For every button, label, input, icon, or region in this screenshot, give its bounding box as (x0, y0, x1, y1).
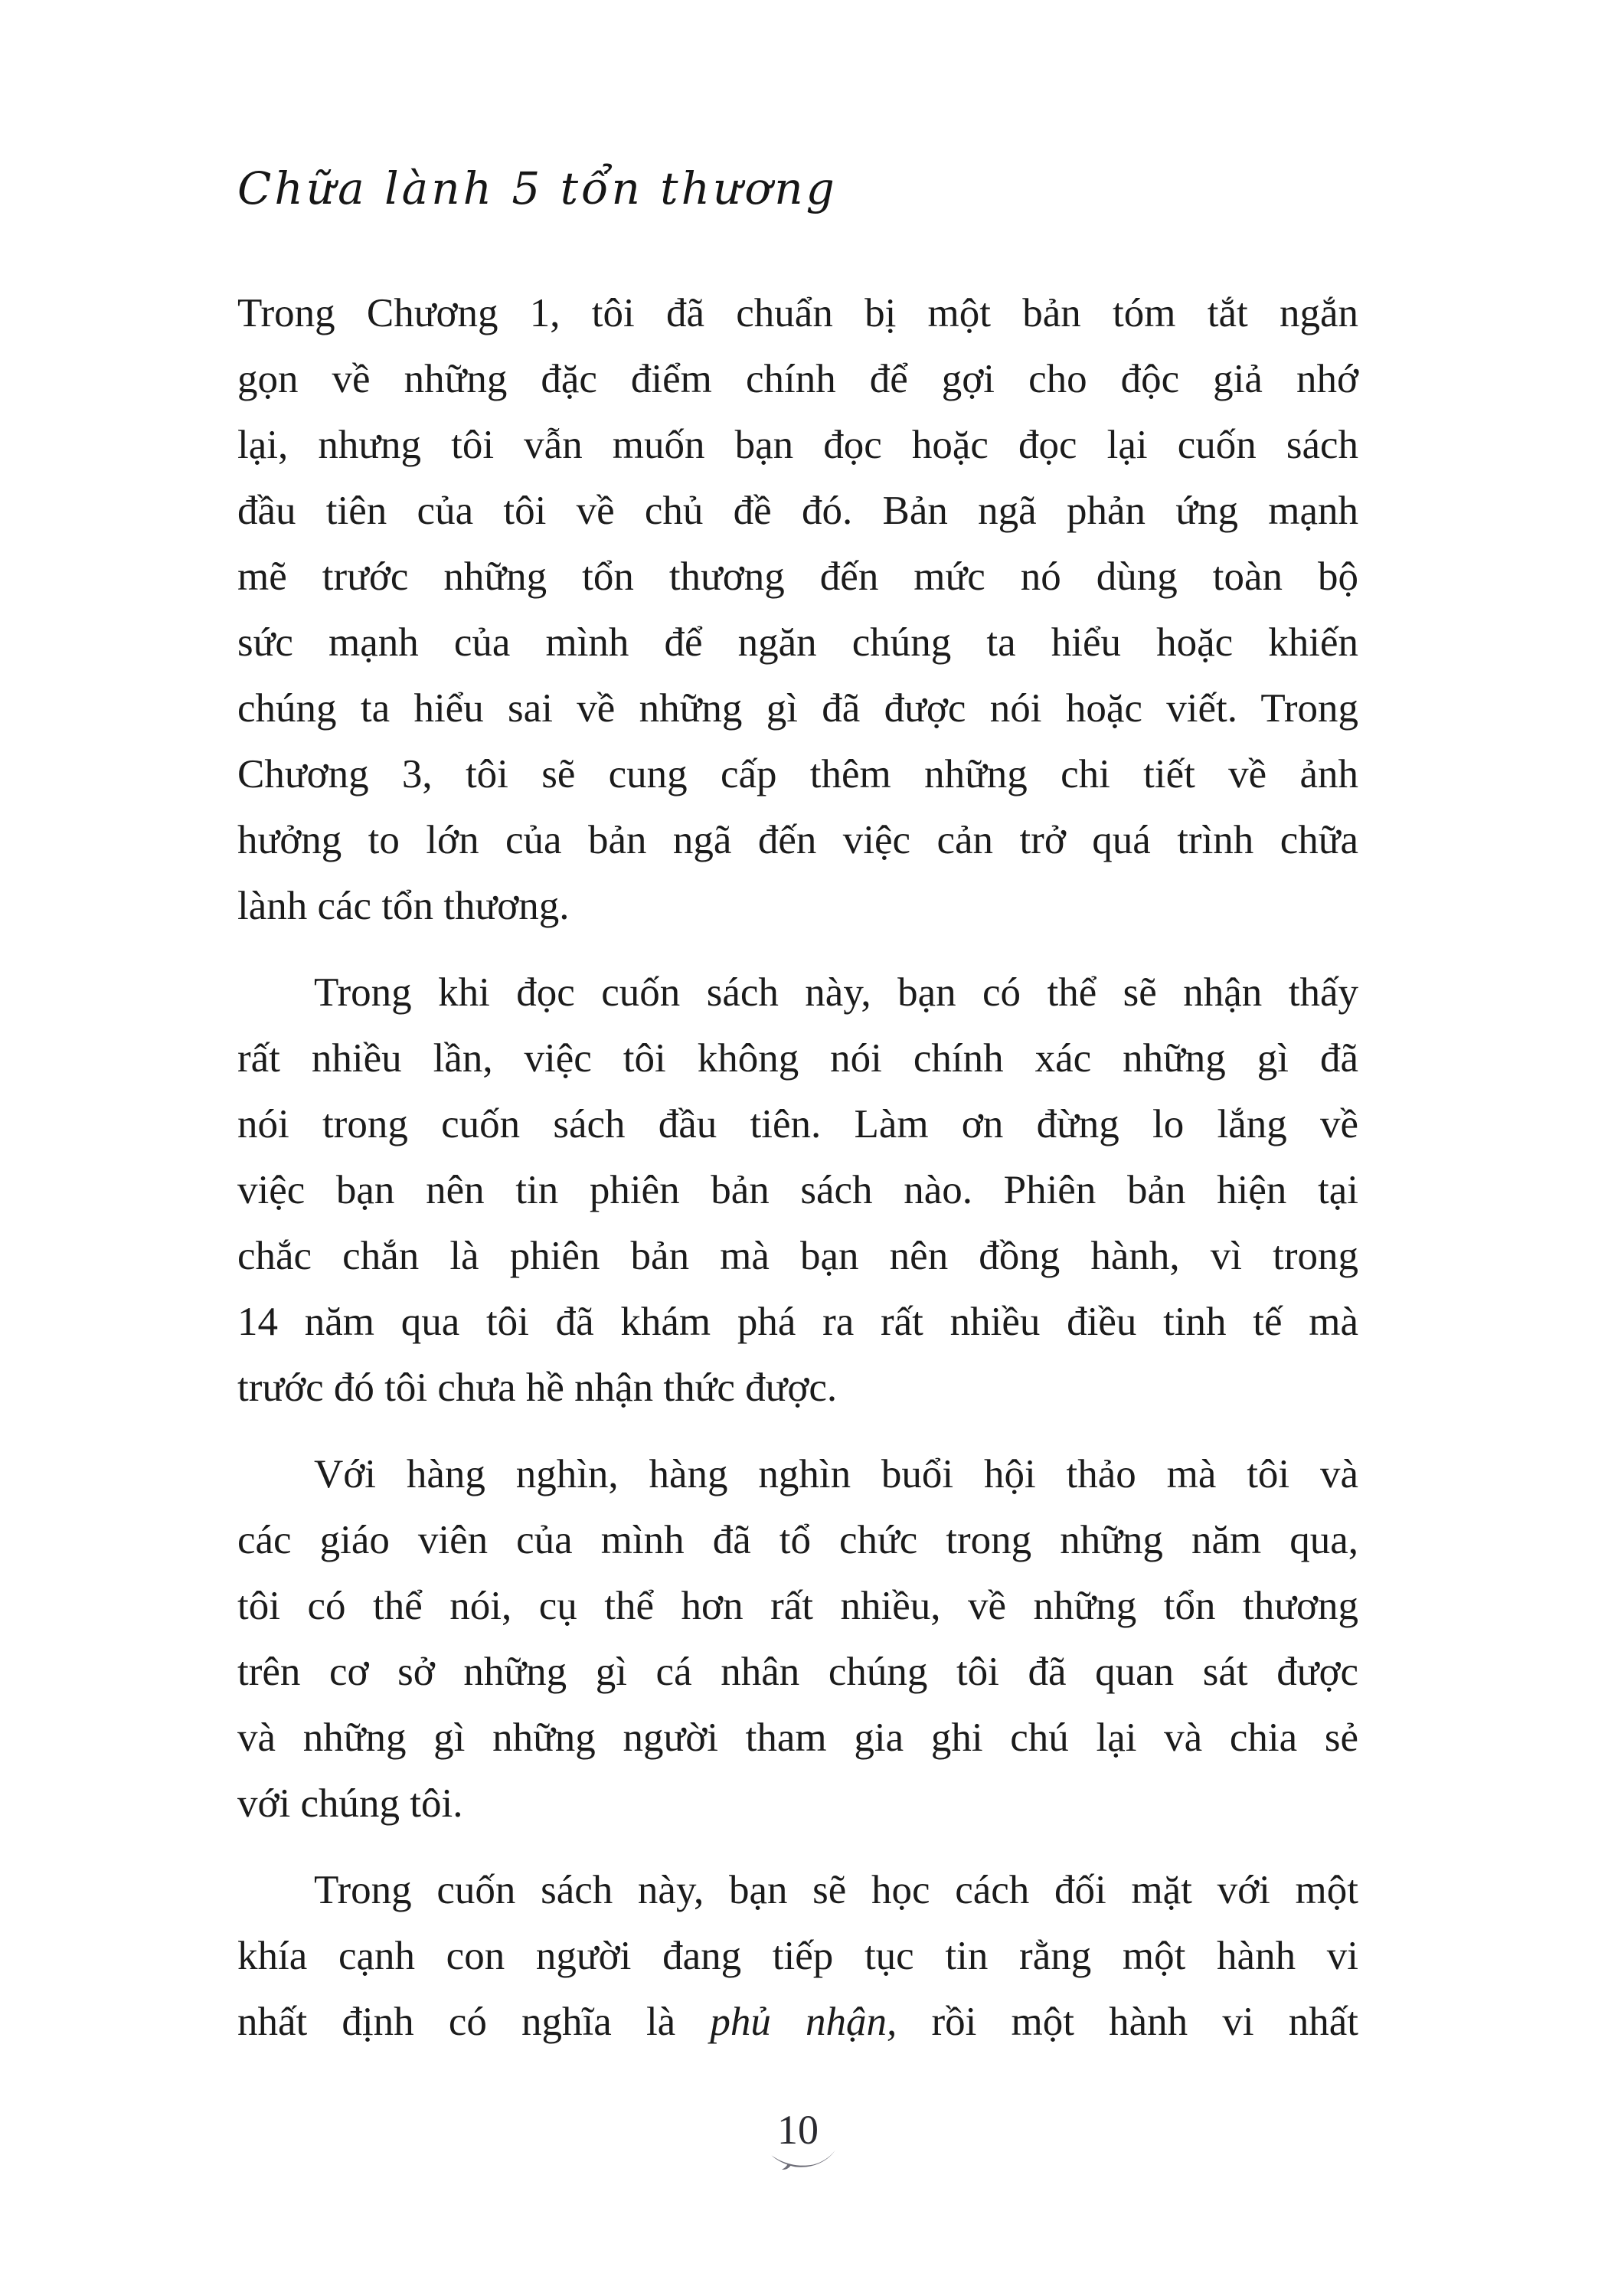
swoosh-underline-path (771, 2150, 835, 2170)
paragraph (237, 280, 1358, 939)
text-line: Trong khi đọc cuốn sách này, bạn có thể sẽ nhận thấy (314, 970, 1358, 1015)
text-line: lại, nhưng tôi vẫn muốn bạn đọc hoặc đọc lại cuốn sách (237, 423, 1358, 467)
text-line: trước đó tôi chưa hề nhận thức được. (237, 1365, 838, 1410)
page-number: 10 (777, 2107, 819, 2153)
text-line: việc bạn nên tin phiên bản sách nào. Phiên bản hiện tại (237, 1168, 1358, 1212)
italic-text: phủ nhận, (710, 2000, 897, 2044)
text-line: các giáo viên của mình đã tổ chức trong những năm qua, (237, 1518, 1358, 1562)
paragraph (237, 1441, 1358, 1836)
text-line: khía cạnh con người đang tiếp tục tin rằng một hành vi (237, 1934, 1358, 1978)
text-line: hưởng to lớn của bản ngã đến việc cản trở quá trình chữa (237, 818, 1358, 862)
paragraph (237, 960, 1358, 1421)
text-segment: nhất định có nghĩa là (237, 2000, 711, 2044)
text-line: trên cơ sở những gì cá nhân chúng tôi đã quan sát được (237, 1650, 1358, 1694)
text-line: và những gì những người tham gia ghi chú lại và chia sẻ (237, 1715, 1358, 1760)
text-line: tôi có thể nói, cụ thể hơn rất nhiều, về những tổn thương (237, 1584, 1358, 1628)
text-line: sức mạnh của mình để ngăn chúng ta hiểu hoặc khiến (237, 620, 1358, 665)
paragraph (237, 1857, 1358, 2055)
text-line: mẽ trước những tổn thương đến mức nó dùng toàn bộ (237, 554, 1358, 599)
text-line: với chúng tôi. (237, 1781, 463, 1826)
text-line: gọn về những đặc điểm chính để gợi cho độc giả nhớ (237, 357, 1358, 401)
text-line: Trong Chương 1, tôi đã chuẩn bị một bản tóm tắt ngắn (237, 291, 1358, 335)
text-line (237, 1989, 1358, 2055)
text-line: chúng ta hiểu sai về những gì đã được nói hoặc viết. Trong (237, 686, 1358, 731)
body-text (237, 280, 1358, 2055)
page-footer (237, 2108, 1358, 2171)
text-line: Chương 3, tôi sẽ cung cấp thêm những chi tiết về ảnh (237, 752, 1358, 796)
text-line: nói trong cuốn sách đầu tiên. Làm ơn đừng lo lắng về (237, 1102, 1358, 1146)
swoosh-underline-icon (770, 2148, 836, 2171)
text-line: đầu tiên của tôi về chủ đề đó. Bản ngã phản ứng mạnh (237, 489, 1358, 533)
text-line: Trong cuốn sách này, bạn sẽ học cách đối mặt với một (314, 1868, 1358, 1912)
text-line: lành các tổn thương. (237, 884, 570, 928)
text-line: Với hàng nghìn, hàng nghìn buổi hội thảo mà tôi và (314, 1452, 1358, 1496)
text-line: rất nhiều lần, việc tôi không nói chính xác những gì đã (237, 1036, 1358, 1081)
text-line: chắc chắn là phiên bản mà bạn nên đồng hành, vì trong (237, 1234, 1358, 1278)
text-segment: rồi một hành vi nhất (897, 2000, 1359, 2044)
running-header: Chữa lành 5 tổn thương (237, 162, 838, 214)
text-line: 14 năm qua tôi đã khám phá ra rất nhiều điều tinh tế mà (237, 1300, 1358, 1344)
